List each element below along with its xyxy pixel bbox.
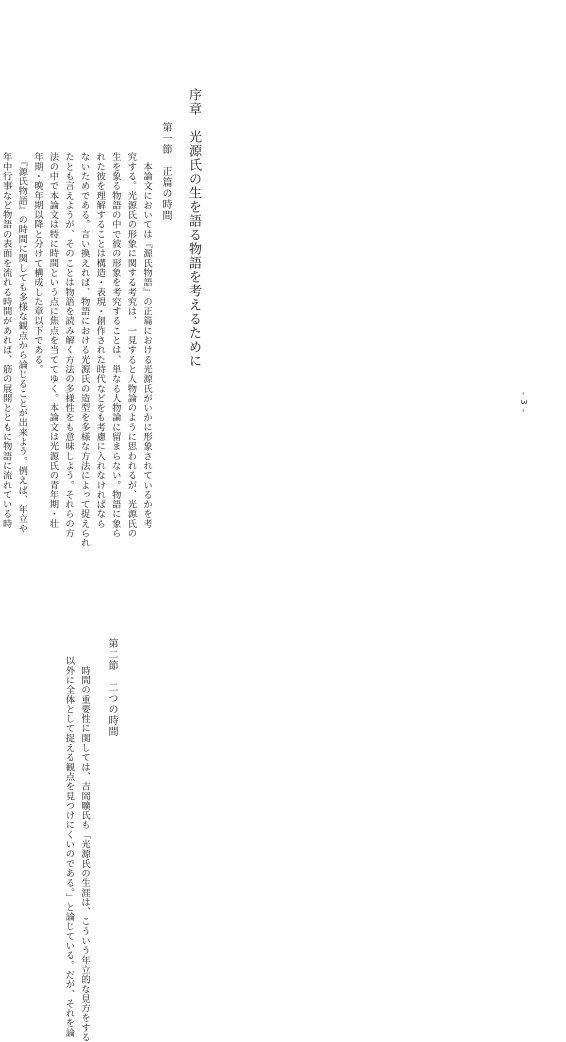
text-line: たとも言えようが、そのことは物語を読み解く方法の多様性をも意味しよう。それらの方: [63, 152, 75, 538]
text-line: 時間の重要性に関しては、吉岡曠氏も「光源氏の生涯は、こういう年立的な見方をする: [79, 656, 90, 1042]
section-2-body: [61, 656, 92, 1042]
section-1-body: [0, 152, 154, 610]
text-line: 本論文においては『源氏物語』の正篇における光源氏がいかに形象されているかを考: [141, 152, 152, 529]
text-line: 生を象る物語の中で彼の形象を考究することは、単なる人物論に留まらない。物語に象ら: [109, 152, 121, 538]
text-line: 究する。光源氏の形象に関する考究は、一見すると人物論のように思われるが、光源氏の: [125, 152, 137, 538]
text-line: ないためである。言い換えれば、物語における光源氏の造型を多様な方法によって捉えられ: [78, 152, 90, 548]
section-1-heading: 第一節 正篇の時間: [160, 122, 171, 221]
page-number: - 3 -: [519, 392, 528, 413]
text-line: 『源氏物語』の時間に関しても多様な観点から論じることが出来よう。例えば、年立や: [16, 152, 28, 534]
text-line: 年中行事など物語の表面を流れる時間があれば、筋の展開とともに物語に流れている時: [0, 152, 12, 529]
section-2-heading: 第二節 二つの時間: [106, 638, 117, 737]
text-line: 以外に全体として捉える観点を見つけにくいのである。」と論じている。だが、それを論: [63, 656, 75, 1038]
text-line: 年期・晩年期以降と分けて構成した章以下である。: [31, 152, 43, 374]
text-line: れた彼を理解することは構造・表現・創作された時代などをも考慮に入れなければなら: [94, 152, 106, 529]
text-line: 法の中で本論文は特に時間という点に焦点を当ててゆく。本論文は光源氏の青年期・壮: [47, 152, 59, 529]
chapter-title: 序章 光源氏の生を語る物語を考えるために: [186, 88, 201, 368]
